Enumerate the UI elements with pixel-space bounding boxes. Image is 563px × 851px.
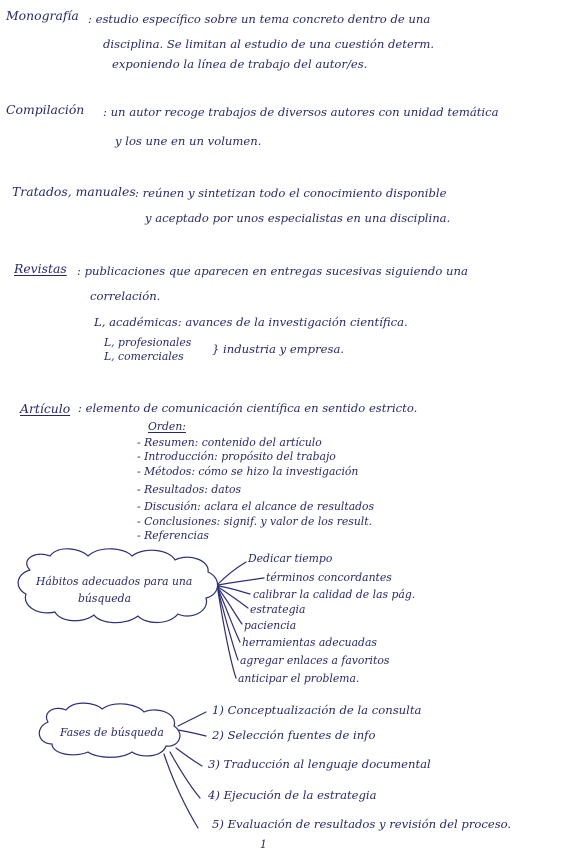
habitos-bubble-line-1: Hábitos adecuados para una [36, 575, 193, 588]
monografia-line-2: disciplina. Se limitan al estudio de una cuestión determ. [103, 37, 435, 51]
revistas-line-1: : publicaciones que aparecen en entregas sucesivas siguiendo una [77, 264, 468, 278]
habitos-item-estrategia: estrategia [250, 603, 306, 616]
orden-item-resultados: - Resultados: datos [137, 483, 242, 496]
habitos-bubble-line-2: búsqueda [78, 592, 132, 605]
revistas-sub-profesionales: L, profesionales [104, 336, 192, 349]
habitos-connector-7 [218, 590, 238, 660]
habitos-connector-2 [218, 578, 264, 585]
fases-connector-3 [176, 748, 202, 766]
page-number: 1 [260, 838, 267, 851]
monografia-line-1: : estudio específico sobre un tema concreto dentro de una [88, 12, 431, 26]
fases-connector-5 [164, 754, 198, 828]
term-articulo: Artículo [20, 401, 71, 416]
fases-item-5: 5) Evaluación de resultados y revisión del proceso. [212, 817, 512, 831]
habitos-connector-8 [218, 591, 236, 678]
fases-connector-4 [170, 752, 200, 798]
orden-item-introduccion: - Introducción: propósito del trabajo [137, 450, 336, 463]
tratados-line-1: : reúnen y sintetizan todo el conocimiento disponible [135, 186, 447, 200]
articulo-line: : elemento de comunicación científica en sentido estricto. [78, 401, 418, 415]
term-monografia: Monografía [6, 8, 79, 23]
term-tratados: Tratados, manuales [12, 184, 136, 199]
term-revistas: Revistas [14, 261, 67, 276]
compilacion-line-1: : un autor recoge trabajos de diversos autores con unidad temática [103, 105, 499, 119]
fases-item-4: 4) Ejecución de la estrategia [208, 788, 377, 802]
orden-item-metodos: - Métodos: cómo se hizo la investigación [137, 465, 359, 478]
orden-item-conclusiones: - Conclusiones: signif. y valor de los result. [137, 515, 373, 528]
habitos-item-herramientas: herramientas adecuadas [242, 636, 377, 649]
habitos-item-favoritos: agregar enlaces a favoritos [240, 654, 390, 667]
revistas-line-2: correlación. [90, 289, 161, 303]
fases-connector-1 [178, 712, 206, 726]
fases-connector-2 [178, 730, 206, 736]
revistas-sub-note: } industria y empresa. [212, 342, 345, 356]
orden-item-referencias: - Referencias [137, 529, 209, 542]
tratados-line-2: y aceptado por unos especialistas en una disciplina. [145, 211, 451, 225]
habitos-item-calibrar: calibrar la calidad de las pág. [253, 588, 416, 601]
habitos-item-paciencia: paciencia [244, 619, 297, 632]
compilacion-line-2: y los une en un volumen. [115, 134, 262, 148]
revistas-sub-academicas: L, académicas: avances de la investigación científica. [94, 315, 408, 329]
habitos-item-terminos: términos concordantes [266, 571, 392, 584]
fases-bubble-label: Fases de búsqueda [60, 726, 164, 739]
fases-item-3: 3) Traducción al lenguaje documental [208, 757, 431, 771]
orden-item-discusion: - Discusión: aclara el alcance de resultados [137, 500, 375, 513]
fases-item-2: 2) Selección fuentes de info [212, 728, 376, 742]
monografia-line-3: exponiendo la línea de trabajo del autor/es. [112, 57, 368, 71]
term-compilacion: Compilación [6, 102, 85, 117]
habitos-item-anticipar: anticipar el problema. [238, 672, 360, 685]
revistas-sub-comerciales: L, comerciales [104, 350, 184, 363]
fases-item-1: 1) Conceptualización de la consulta [212, 703, 422, 717]
orden-item-resumen: - Resumen: contenido del artículo [137, 436, 322, 449]
habitos-item-tiempo: Dedicar tiempo [248, 552, 333, 565]
orden-label: Orden: [148, 420, 186, 433]
